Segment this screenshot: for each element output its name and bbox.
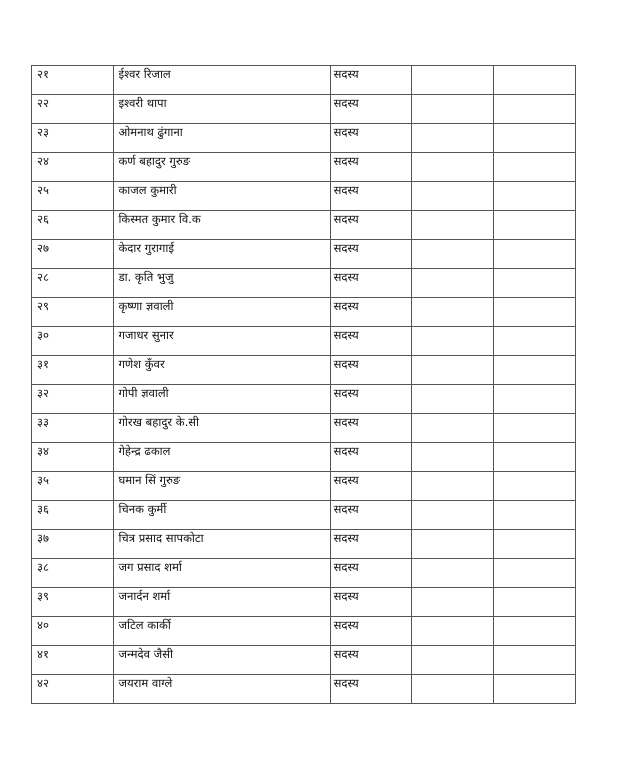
member-name-cell-text: जयराम वाग्ले [118,676,173,690]
serial-number-cell-text: २९ [37,299,49,313]
table-row [32,675,576,704]
member-role-cell [330,472,411,501]
member-role-cell [330,646,411,675]
member-name-cell-text: काजल कुमारी [118,183,177,197]
member-role-cell-text: सदस्य [333,154,359,168]
serial-number-cell [32,675,114,704]
member-name-cell [114,240,330,269]
member-role-cell-text: सदस्य [333,183,359,197]
member-name-cell [114,211,330,240]
empty-cell [493,472,575,501]
member-name-cell-text: गोपी ज्ञवाली [118,386,169,400]
member-role-cell [330,443,411,472]
member-role-cell [330,617,411,646]
serial-number-cell-text: २१ [37,67,49,81]
member-name-cell [114,356,330,385]
member-role-cell [330,211,411,240]
empty-cell [412,182,493,211]
member-name-cell-text: घमान सिं गुरुङ [118,473,181,487]
serial-number-cell-text: ३४ [37,444,49,458]
member-role-cell [330,559,411,588]
member-name-cell [114,646,330,675]
member-role-cell [330,356,411,385]
table-row [32,66,576,95]
empty-cell [412,356,493,385]
serial-number-cell [32,153,114,182]
member-name-cell-text: इश्वरी थापा [118,96,167,110]
member-name-cell [114,327,330,356]
member-role-cell-text: सदस्य [333,299,359,313]
table-row [32,95,576,124]
serial-number-cell-text: ३२ [37,386,49,400]
member-name-cell [114,559,330,588]
member-name-cell [114,124,330,153]
member-role-cell-text: सदस्य [333,647,359,661]
empty-cell [412,559,493,588]
empty-cell [412,443,493,472]
serial-number-cell-text: ३० [37,328,49,342]
serial-number-cell [32,501,114,530]
empty-cell [412,153,493,182]
member-name-cell [114,153,330,182]
member-name-cell-text: जन्मदेव जैसी [118,647,173,661]
member-role-cell-text: सदस्य [333,444,359,458]
empty-cell [412,240,493,269]
table-row [32,501,576,530]
serial-number-cell [32,124,114,153]
member-role-cell [330,182,411,211]
member-name-cell-text: कृष्णा ज्ञवाली [118,299,174,313]
member-role-cell-text: सदस्य [333,473,359,487]
empty-cell [493,588,575,617]
member-role-cell-text: सदस्य [333,676,359,690]
member-role-cell-text: सदस्य [333,502,359,516]
serial-number-cell-text: २२ [37,96,49,110]
empty-cell [412,646,493,675]
member-role-cell-text: सदस्य [333,241,359,255]
serial-number-cell-text: ३१ [37,357,49,371]
empty-cell [412,501,493,530]
empty-cell [493,211,575,240]
member-role-cell [330,588,411,617]
member-role-cell-text: सदस्य [333,589,359,603]
member-name-cell [114,66,330,95]
serial-number-cell-text: २७ [37,241,49,255]
member-name-cell [114,472,330,501]
empty-cell [493,559,575,588]
member-role-cell-text: सदस्य [333,67,359,81]
member-name-cell [114,414,330,443]
serial-number-cell-text: २६ [37,212,49,226]
member-role-cell-text: सदस्य [333,357,359,371]
serial-number-cell [32,240,114,269]
serial-number-cell-text: २८ [37,270,49,284]
serial-number-cell-text: २५ [37,183,49,197]
member-name-cell-text: जग प्रसाद शर्मा [118,560,182,574]
empty-cell [412,66,493,95]
member-role-cell-text: सदस्य [333,415,359,429]
member-name-cell-text: चित्र प्रसाद सापकोटा [118,531,204,545]
empty-cell [493,646,575,675]
member-role-cell-text: सदस्य [333,386,359,400]
member-role-cell-text: सदस्य [333,560,359,574]
serial-number-cell-text: ४२ [37,676,49,690]
member-name-cell [114,443,330,472]
member-name-cell-text: गोरख बहादुर के.सी [118,415,200,429]
empty-cell [412,617,493,646]
table-row [32,385,576,414]
serial-number-cell-text: २३ [37,125,49,139]
table-row [32,443,576,472]
member-name-cell [114,617,330,646]
empty-cell [412,95,493,124]
table-row [32,414,576,443]
member-role-cell [330,95,411,124]
serial-number-cell [32,443,114,472]
table-row [32,530,576,559]
table-row [32,211,576,240]
member-name-cell-text: डा. कृति भुजु [118,270,174,284]
empty-cell [493,530,575,559]
serial-number-cell [32,588,114,617]
member-name-cell-text: ओमनाथ ढुंगाना [118,125,183,139]
empty-cell [493,675,575,704]
empty-cell [493,95,575,124]
empty-cell [493,327,575,356]
member-name-cell-text: कर्ण बहादुर गुरुङ [118,154,191,168]
serial-number-cell [32,211,114,240]
member-table [31,65,576,704]
member-role-cell [330,530,411,559]
member-name-cell [114,501,330,530]
member-role-cell [330,414,411,443]
empty-cell [493,501,575,530]
empty-cell [412,530,493,559]
empty-cell [412,327,493,356]
table-row [32,124,576,153]
empty-cell [412,414,493,443]
member-name-cell [114,588,330,617]
member-name-cell [114,95,330,124]
member-name-cell-text: जटिल कार्की [118,618,171,632]
empty-cell [493,124,575,153]
serial-number-cell [32,327,114,356]
empty-cell [412,675,493,704]
member-role-cell [330,675,411,704]
member-role-cell-text: सदस्य [333,270,359,284]
member-role-cell [330,240,411,269]
member-role-cell [330,124,411,153]
serial-number-cell [32,385,114,414]
serial-number-cell-text: ३८ [37,560,49,574]
serial-number-cell [32,356,114,385]
serial-number-cell-text: ४१ [37,647,49,661]
member-role-cell-text: सदस्य [333,328,359,342]
member-name-cell [114,298,330,327]
serial-number-cell-text: ३६ [37,502,49,516]
serial-number-cell-text: २४ [37,154,49,168]
member-name-cell-text: गेहेन्द्र ढकाल [118,444,171,458]
empty-cell [412,211,493,240]
serial-number-cell [32,182,114,211]
serial-number-cell [32,95,114,124]
member-role-cell-text: सदस्य [333,125,359,139]
member-role-cell [330,385,411,414]
empty-cell [493,269,575,298]
empty-cell [493,414,575,443]
serial-number-cell-text: ३५ [37,473,49,487]
serial-number-cell [32,559,114,588]
member-name-cell-text: चिनक कुर्मी [118,502,167,516]
member-role-cell [330,153,411,182]
member-role-cell [330,269,411,298]
serial-number-cell [32,617,114,646]
serial-number-cell [32,646,114,675]
empty-cell [412,269,493,298]
empty-cell [493,617,575,646]
member-role-cell-text: सदस्य [333,531,359,545]
table-row [32,182,576,211]
empty-cell [412,472,493,501]
empty-cell [493,182,575,211]
table-row [32,327,576,356]
empty-cell [493,153,575,182]
table-row [32,356,576,385]
serial-number-cell-text: ३९ [37,589,49,603]
serial-number-cell-text: ४० [37,618,49,632]
empty-cell [493,240,575,269]
member-name-cell-text: ईश्वर रिजाल [118,67,171,81]
serial-number-cell [32,472,114,501]
member-name-cell-text: गणेश कुँवर [118,357,165,371]
member-role-cell [330,501,411,530]
serial-number-cell [32,66,114,95]
member-role-cell-text: सदस्य [333,96,359,110]
member-role-cell [330,66,411,95]
member-name-cell [114,530,330,559]
serial-number-cell [32,298,114,327]
table-row [32,588,576,617]
serial-number-cell-text: ३३ [37,415,49,429]
table-row [32,153,576,182]
table-row [32,617,576,646]
member-role-cell [330,327,411,356]
serial-number-cell [32,530,114,559]
member-table-body [32,66,576,704]
member-name-cell-text: जनार्दन शर्मा [118,589,171,603]
table-row [32,559,576,588]
empty-cell [412,298,493,327]
member-name-cell-text: केदार गुरागाई [118,241,174,255]
empty-cell [412,385,493,414]
serial-number-cell-text: ३७ [37,531,49,545]
table-row [32,472,576,501]
empty-cell [493,443,575,472]
member-role-cell-text: सदस्य [333,618,359,632]
member-name-cell-text: किस्मत कुमार वि.क [118,212,201,226]
member-name-cell [114,182,330,211]
member-name-cell [114,269,330,298]
table-row [32,269,576,298]
member-role-cell-text: सदस्य [333,212,359,226]
member-role-cell [330,298,411,327]
empty-cell [493,356,575,385]
empty-cell [412,124,493,153]
serial-number-cell [32,414,114,443]
table-row [32,298,576,327]
empty-cell [493,66,575,95]
empty-cell [493,298,575,327]
table-row [32,646,576,675]
member-name-cell [114,675,330,704]
table-row [32,240,576,269]
empty-cell [493,385,575,414]
serial-number-cell [32,269,114,298]
member-name-cell [114,385,330,414]
empty-cell [412,588,493,617]
member-name-cell-text: गजाधर सुनार [118,328,174,342]
